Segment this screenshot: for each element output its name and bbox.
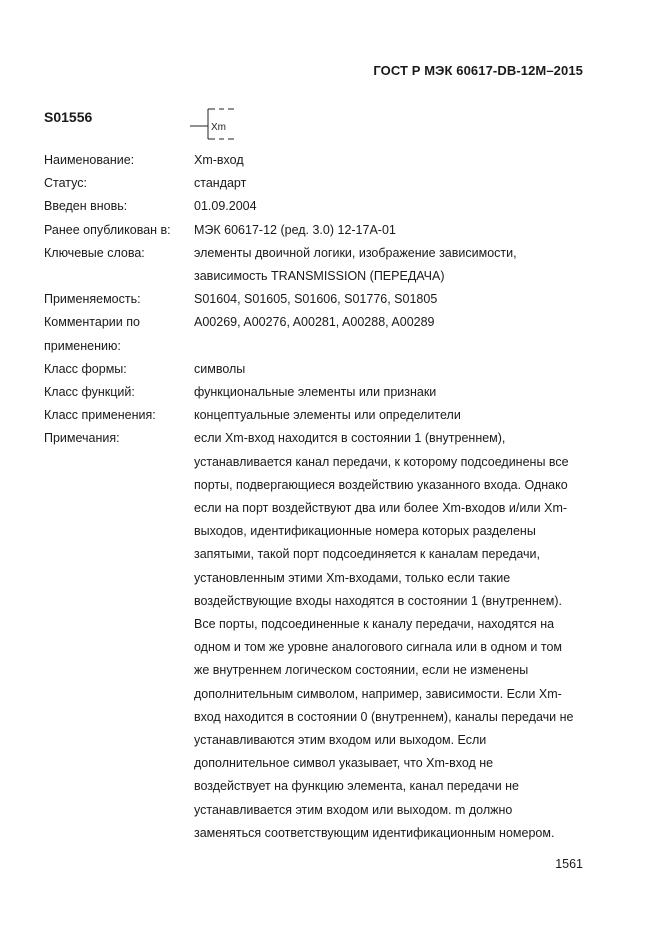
field-row [44,242,604,288]
field-value: символы [194,361,246,376]
field-value: 01.09.2004 [194,199,257,214]
field-row [44,288,604,311]
field-label: Наименование: [44,153,135,167]
standard-header: ГОСТ Р МЭК 60617-DB-12M–2015 [373,63,583,78]
field-label: Комментарии по применению: [44,315,140,353]
field-row [44,219,604,242]
field-value: стандарт [194,176,247,191]
field-label: Класс применения: [44,408,156,423]
field-label: Класс функций: [44,385,135,400]
symbol-code: S01556 [44,109,93,125]
field-value: если Xm-вход находится в состоянии 1 (внутреннем), устанавливается канал передачи, к которому подсоединены все порты, подвергающиеся воздействию указанного входа. Однако если на порт воздействуют два или более Xm-входов и/или Xm- выходов, идентификационные номера которых разделены запятыми, такой порт подсоединяется к каналам передачи, установленным этими Xm-входами, только если такие воздействующие входы находятся в состоянии 1 (внутреннем). Все порты, подсоединенные к каналу передачи, находятся на одном и том же уровне аналогового сигнала или в одном и том же внутреннем логическом состоянии, если не изменены дополнительным символом, например, зависимости. Если Xm- вход находится в состоянии 0 (внутреннем), каналы передачи не устанавливаются этим входом или выходом. Если дополнительное символ указывает, что Xm-вход не воздействует на функцию элемента, канал передачи не устанавливается этим входом или выходом. m должно заменяться соответствующим идентификационным номером. [194,431,574,840]
field-row [44,311,604,357]
field-row [44,404,604,427]
field-label: Статус: [44,176,87,191]
field-row [44,427,604,845]
field-label: Ранее опубликован в: [44,222,171,237]
xm-input-symbol-graphic [188,106,248,142]
field-label: Введен вновь: [44,199,128,214]
field-value: концептуальные элементы или определители [194,408,461,423]
field-label: Класс формы: [44,361,127,376]
field-value: элементы двоичной логики, изображение зависимости, зависимость TRANSMISSION (ПЕРЕДАЧА) [194,245,517,284]
field-row [44,358,604,381]
field-value: Xm-вход [194,153,244,167]
field-row [44,172,604,195]
field-label: Примечания: [44,431,120,446]
field-value: функциональные элементы или признаки [194,385,437,400]
field-row [44,195,604,218]
page-number: 1561 [555,857,583,871]
field-row [44,381,604,404]
field-row [44,149,604,172]
symbol-graphic-label: Xm [211,122,226,133]
field-label: Применяемость: [44,292,141,307]
field-value: S01604, S01605, S01606, S01776, S01805 [194,292,438,307]
field-list [44,149,604,845]
field-value: A00269, A00276, A00281, A00288, A00289 [194,315,435,330]
field-label: Ключевые слова: [44,245,145,260]
field-value: МЭК 60617-12 (ред. 3.0) 12-17А-01 [194,222,396,237]
